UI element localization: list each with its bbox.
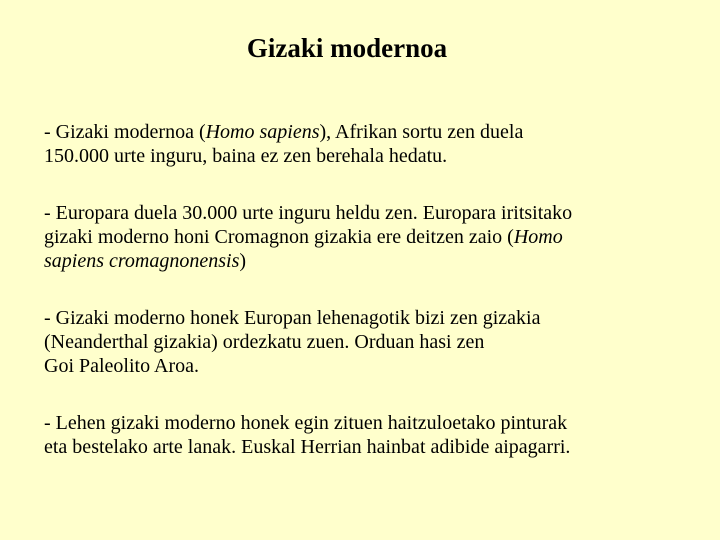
text-segment: ), Afrikan sortu zen duela <box>319 121 524 143</box>
text-segment: - Gizaki moderno honek Europan lehenagotik bizi zen gizakia <box>44 307 541 329</box>
text-segment: - Europara duela 30.000 urte inguru heldu zen. Europara iritsitako <box>44 202 573 224</box>
italic-term: Homo sapiens <box>205 121 320 143</box>
italic-term: sapiens cromagnonensis <box>44 250 240 272</box>
body-paragraph <box>44 201 694 273</box>
slide-body <box>44 120 694 459</box>
text-segment: - Lehen gizaki moderno honek egin zituen haitzuloetako pinturak <box>44 412 568 434</box>
text-segment: Goi Paleolito Aroa. <box>44 355 199 377</box>
paragraph-line <box>44 144 694 168</box>
paragraph-line <box>44 354 694 378</box>
paragraph-line <box>44 249 694 273</box>
paragraph-line <box>44 225 694 249</box>
body-paragraph <box>44 306 694 378</box>
text-segment: ) <box>239 250 247 272</box>
text-segment: 150.000 urte inguru, baina ez zen berehala hedatu. <box>44 145 448 167</box>
text-segment: gizaki moderno honi Cromagnon gizakia ere deitzen zaio ( <box>44 226 514 248</box>
slide-title: Gizaki modernoa <box>246 33 448 63</box>
paragraph-line <box>44 411 694 435</box>
text-segment: (Neanderthal gizakia) ordezkatu zuen. Orduan hasi zen <box>44 331 485 353</box>
body-paragraph <box>44 120 694 168</box>
paragraph-line <box>44 330 694 354</box>
italic-term: Homo <box>513 226 563 248</box>
paragraph-line <box>44 306 694 330</box>
paragraph-line <box>44 120 694 144</box>
paragraph-line <box>44 201 694 225</box>
text-segment: - Gizaki modernoa ( <box>44 121 206 143</box>
paragraph-line <box>44 435 694 459</box>
text-segment: eta bestelako arte lanak. Euskal Herrian hainbat adibide aipagarri. <box>44 436 571 458</box>
body-paragraph <box>44 411 694 459</box>
